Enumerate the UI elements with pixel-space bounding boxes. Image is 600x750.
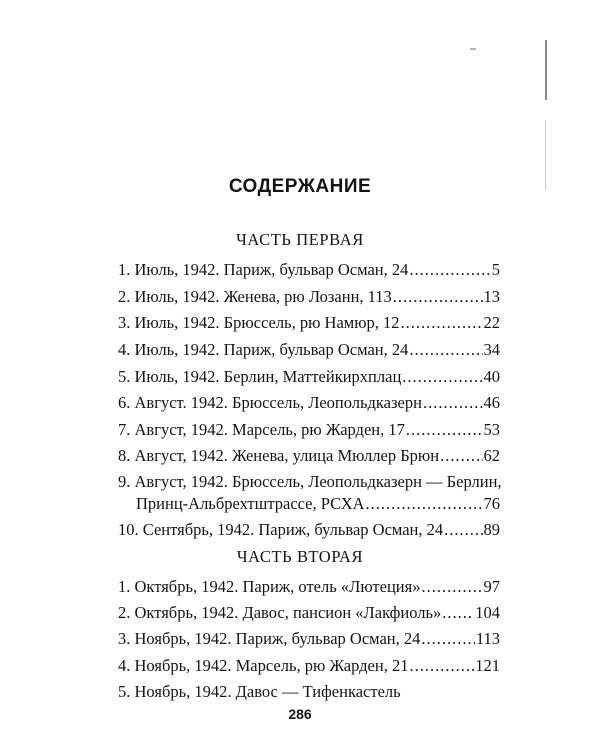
toc-entry-page: 5 [491,260,500,279]
dot-leader [423,391,483,415]
page-number: 286 [288,706,312,722]
toc-entry-text: 3. Июль, 1942. Брюссель, рю Намюр, 12 [118,313,400,332]
dot-leader [409,258,490,282]
toc-entry-text: 2. Июль, 1942. Женева, рю Лозанн, 113 [118,287,392,306]
toc-entry [118,258,500,282]
dot-leader [366,492,483,516]
dot-leader [421,627,474,651]
toc-entry-page: 13 [483,287,500,306]
toc-entry [136,492,500,516]
toc-entry-text-line1: 9. Август, 1942. Брюссель, Леопольдказерн — Берлин, [118,472,502,491]
dot-leader [393,285,483,309]
part-one-heading: ЧАСТЬ ПЕРВАЯ [236,230,364,249]
toc-entry-page: 121 [475,656,500,675]
toc-entry-text: 4. Июль, 1942. Париж, бульвар Осман, 24 [118,340,409,359]
toc-entry [118,444,500,468]
toc-entry-text: 4. Ноябрь, 1942. Марсель, рю Жарден, 21 [118,656,409,675]
toc-entry [118,418,500,442]
toc-entry-page: 53 [483,420,500,439]
toc-entry [118,365,500,389]
toc-entry-text: 1. Июль, 1942. Париж, бульвар Осман, 24 [118,260,409,279]
toc-entry-page: 76 [483,494,500,513]
part-two-heading: ЧАСТЬ ВТОРАЯ [236,547,364,566]
dot-leader [406,418,483,442]
toc-entry [118,654,500,678]
toc-entry [118,285,500,309]
dot-leader [409,654,474,678]
toc-entry-text-line2: Принц-Альбрехтштрассе, РСХА [136,494,365,513]
toc-entry-page: 22 [483,313,500,332]
toc-entry [118,680,500,704]
toc-entry-text: 2. Октябрь, 1942. Давос, пансион «Лакфиоль» [118,603,442,622]
scan-artifact [545,40,547,100]
toc-entry-text: 7. Август, 1942. Марсель, рю Жарден, 17 [118,420,405,439]
toc-entry [118,601,500,625]
scan-artifact [470,48,476,50]
toc-entry-page: 40 [483,367,500,386]
toc-entry [118,627,500,651]
toc-entry [118,518,500,542]
toc-entry-text: 10. Сентябрь, 1942. Париж, бульвар Осман, 24 [118,520,444,539]
toc-entry-page: 46 [483,393,500,412]
toc-entry [118,575,500,599]
toc-entry-page: 62 [483,446,500,465]
toc-entry-text: 6. Август. 1942. Брюссель, Леопольдказерн [118,393,422,412]
toc-entry-text: 5. Июль, 1942. Берлин, Маттейкирхплац [118,367,402,386]
toc-entry [118,311,500,335]
toc-entry-text: 3. Ноябрь, 1942. Париж, бульвар Осман, 24 [118,629,421,648]
toc-entry [118,391,500,415]
toc-entry-page: 97 [483,577,500,596]
toc-entry-page: 89 [483,520,500,539]
toc-entry-page: 104 [475,603,500,622]
toc-entry-text: 1. Октябрь, 1942. Париж, отель «Лютеция» [118,577,421,596]
toc-entry [118,338,500,362]
dot-leader [440,444,482,468]
toc-title: СОДЕРЖАНИЕ [228,176,372,197]
dot-leader [401,311,483,335]
dot-leader [444,518,482,542]
toc-entry-text: 5. Ноябрь, 1942. Давос — Тифенкастель [118,682,401,701]
toc-entry-page: 113 [475,629,500,648]
dot-leader [421,575,482,599]
toc-entry-page: 34 [483,340,500,359]
dot-leader [402,365,482,389]
dot-leader [442,601,474,625]
toc-entry-text: 8. Август, 1942. Женева, улица Мюллер Брюн [118,446,440,465]
dot-leader [409,338,482,362]
